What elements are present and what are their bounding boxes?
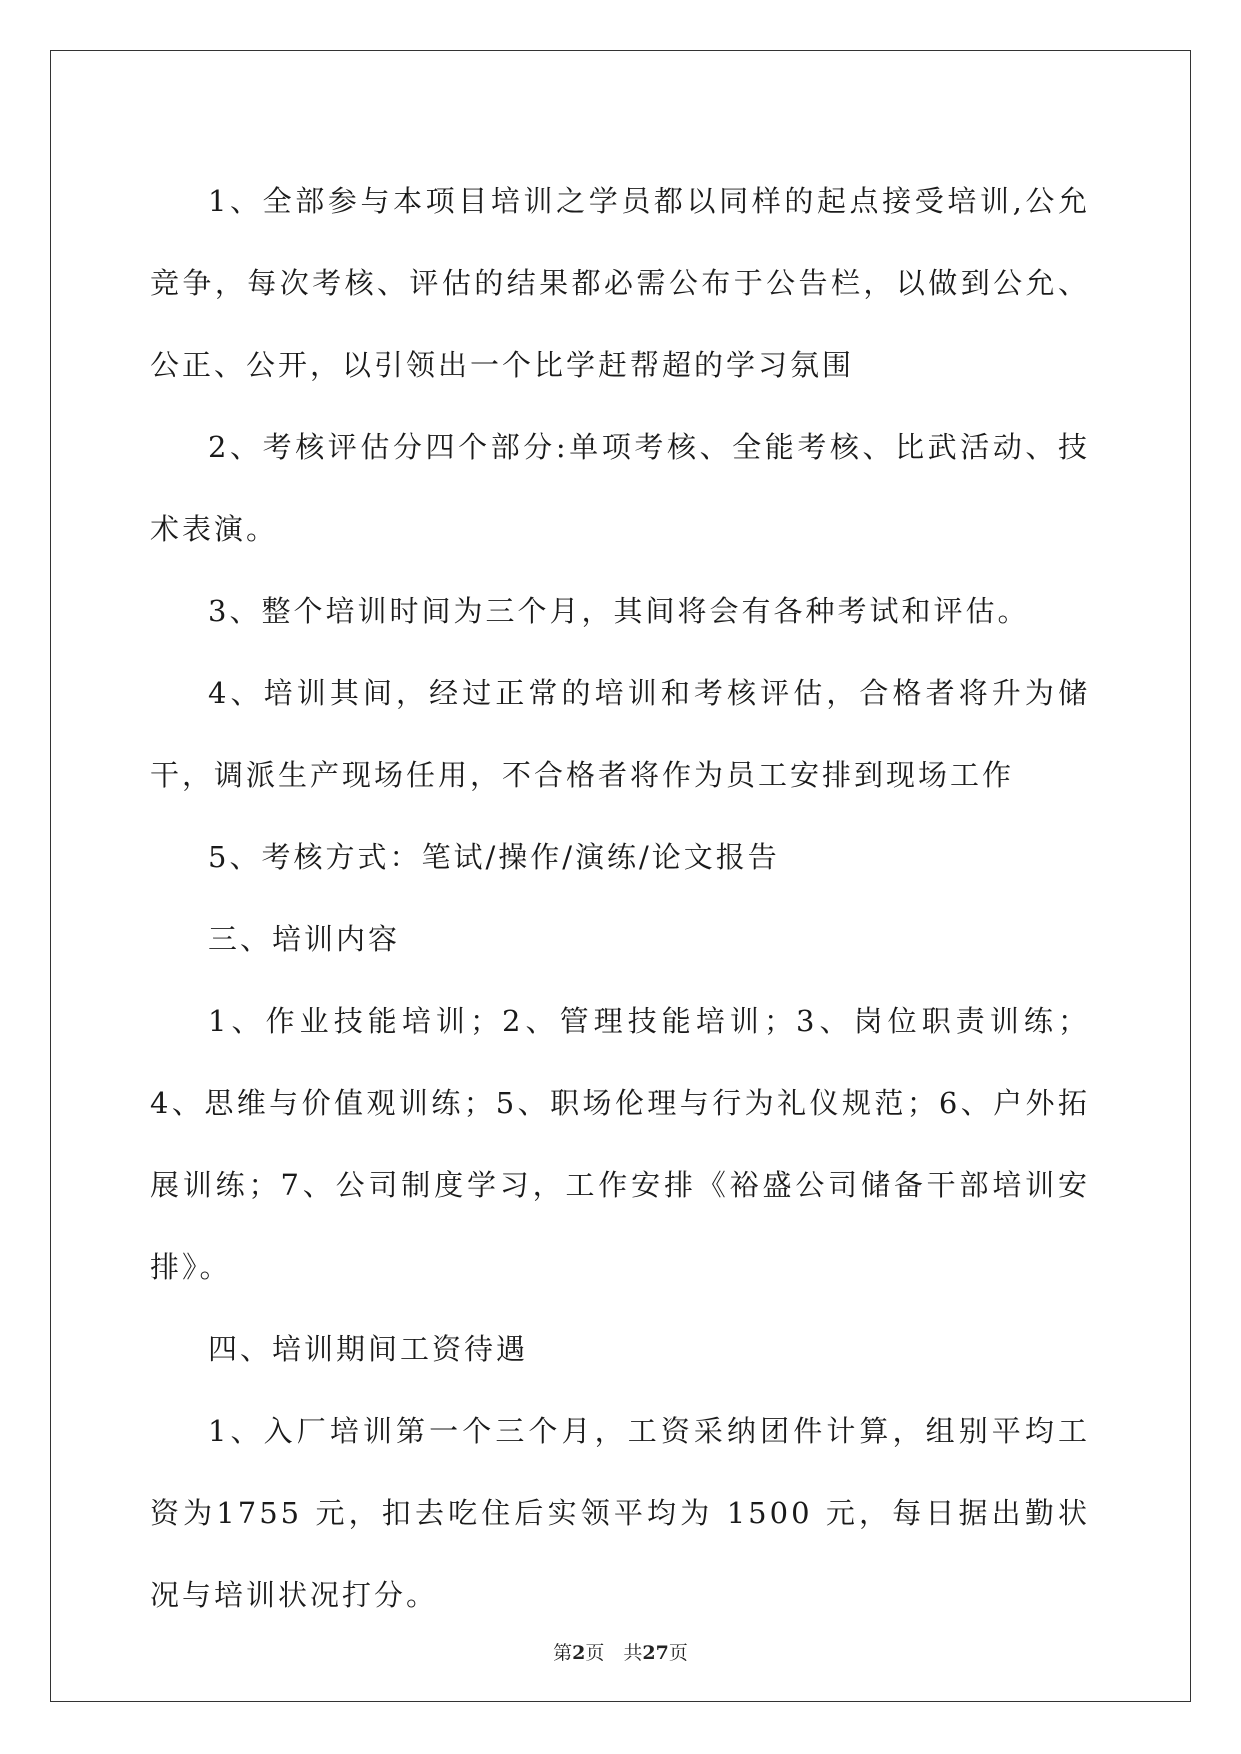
section-heading-wage: 四、培训期间工资待遇 — [208, 1332, 529, 1366]
footer-current-page: 2 — [572, 1642, 586, 1664]
paragraph-1: 1、全部参与本项目培训之学员都以同样的起点接受培训,公允竞争，每次考核、评估的结果都必需公布于公告栏，以做到公允、公正、公开，以引领出一个比学赶帮超的学习氛围 — [150, 184, 1090, 382]
paragraph-2: 2、考核评估分四个部分:单项考核、全能考核、比武活动、技术表演。 — [150, 430, 1090, 546]
document-body — [150, 160, 1090, 1636]
paragraph-training-items: 1、作业技能培训；2、管理技能培训；3、岗位职责训练；4、思维与价值观训练；5、职场伦理与行为礼仪规范；6、户外拓展训练；7、公司制度学习，工作安排《裕盛公司储备干部培训安排》。 — [150, 1004, 1090, 1284]
footer-prefix: 第 — [553, 1642, 573, 1664]
paragraph-3: 3、整个培训时间为三个月，其间将会有各种考试和评估。 — [208, 594, 1030, 628]
section-heading-training-content: 三、培训内容 — [208, 922, 401, 956]
paragraph-4: 4、培训其间，经过正常的培训和考核评估，合格者将升为储干，调派生产现场任用，不合格者将作为员工安排到现场工作 — [150, 676, 1090, 792]
footer-suffix: 页 — [668, 1642, 688, 1664]
footer-total-pages: 27 — [642, 1642, 669, 1664]
paragraph-5: 5、考核方式：笔试/操作/演练/论文报告 — [208, 840, 780, 874]
paragraph-wage: 1、入厂培训第一个三个月，工资采纳团件计算，组别平均工资为1755 元，扣去吃住后实领平均为 1500 元，每日据出勤状况与培训状况打分。 — [150, 1414, 1090, 1612]
page-footer — [0, 1638, 1241, 1665]
footer-middle: 页 共 — [585, 1642, 643, 1664]
